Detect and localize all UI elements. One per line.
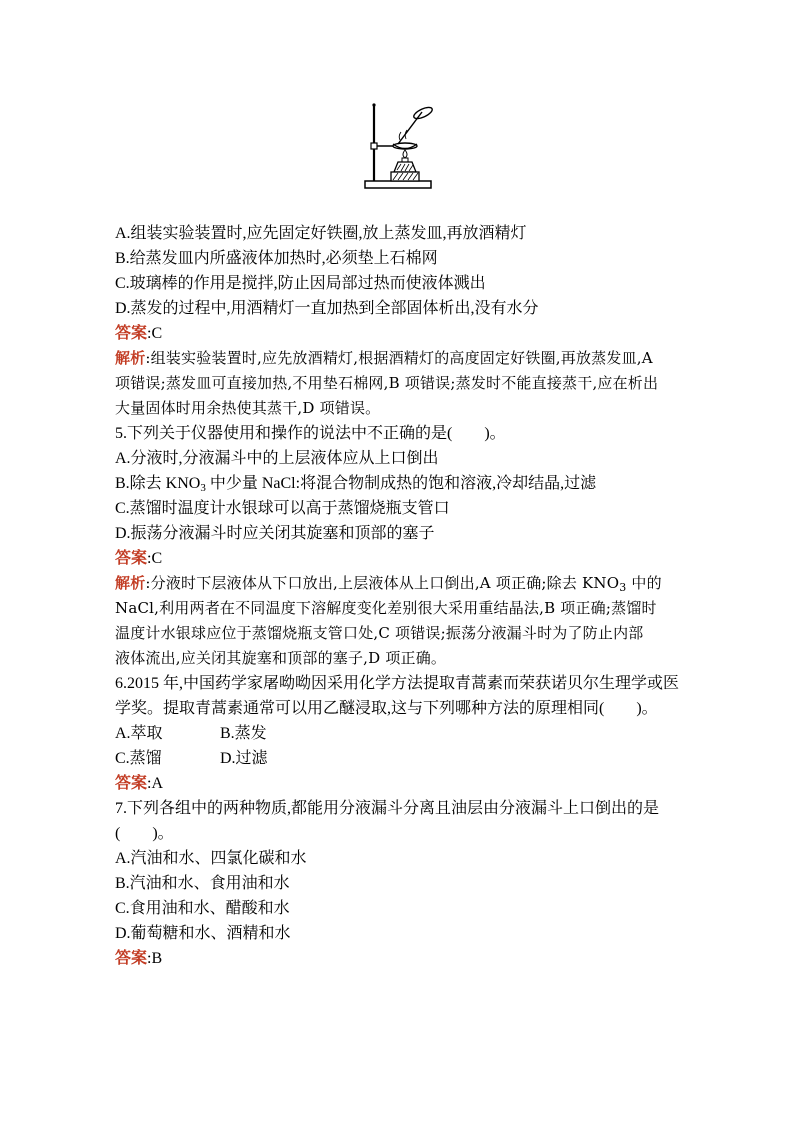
answer-value: :B <box>147 950 163 967</box>
analysis-label: 解析 <box>115 349 146 367</box>
answer-label: 答案 <box>115 550 148 567</box>
rod-top <box>372 103 375 106</box>
answer-value: :A <box>147 775 164 792</box>
q5-analysis-line: NaCl,利用两者在不同温度下溶解度变化差别很大采用重结晶法,B 项正确;蒸馏时 <box>115 599 657 617</box>
rod-loop <box>412 105 434 121</box>
subscript: 3 <box>619 581 627 594</box>
q6-option-c: C.蒸馏 <box>115 750 162 767</box>
q5-option-a: A.分液时,分液漏斗中的上层液体应从上口倒出 <box>115 450 439 467</box>
q7-stem: 7.下列各组中的两种物质,都能用分液漏斗分离且油层由分液漏斗上口倒出的是 <box>115 800 660 817</box>
q4-analysis-line: 大量固体时用余热使其蒸干,D 项错误。 <box>115 399 381 417</box>
q4-option-a: A.组装实验装置时,应先固定好铁圈,放上蒸发皿,再放酒精灯 <box>115 225 527 242</box>
q6-option-d: D.过滤 <box>220 750 268 767</box>
option-text: 中少量 NaCl:将混合物制成热的饱和溶液,冷却结晶,过滤 <box>205 475 597 492</box>
q4-option-b: B.给蒸发皿内所盛液体加热时,必须垫上石棉网 <box>115 250 438 267</box>
vapor <box>399 130 407 140</box>
answer-value: :C <box>147 325 163 342</box>
q6-stem: 6.2015 年,中国药学家屠呦呦因采用化学方法提取青蒿素而荣获诺贝尔生理学或医 <box>115 675 680 692</box>
q7-answer <box>115 946 715 971</box>
q6-answer <box>115 771 715 796</box>
q5-option-d: D.振荡分液漏斗时应关闭其旋塞和顶部的塞子 <box>115 525 435 542</box>
analysis-text: :组装实验装置时,应先放酒精灯,根据酒精灯的高度固定好铁圈,再放蒸发皿,A <box>145 349 653 367</box>
q6-option-b: B.蒸发 <box>220 725 267 742</box>
q4-analysis-line <box>115 346 715 371</box>
flame <box>403 150 407 158</box>
answer-value: :C <box>147 550 163 567</box>
q5-answer <box>115 546 715 571</box>
q5-analysis-line: 液体流出,应关闭其旋塞和顶部的塞子,D 项正确。 <box>115 649 447 667</box>
answer-label: 答案 <box>115 950 148 967</box>
analysis-label: 解析 <box>115 574 146 592</box>
glass-rod <box>398 112 422 144</box>
q6-stem: 学奖。提取青蒿素通常可以用乙醚浸取,这与下列哪种方法的原理相同( )。 <box>115 700 658 717</box>
question-content <box>115 221 715 971</box>
q4-answer <box>115 321 715 346</box>
q7-option-b: B.汽油和水、食用油和水 <box>115 875 290 892</box>
answer-label: 答案 <box>115 775 148 792</box>
q4-option-d: D.蒸发的过程中,用酒精灯一直加热到全部固体析出,没有水分 <box>115 300 539 317</box>
analysis-text: 中的 <box>626 574 662 592</box>
option-text: B.除去 KNO <box>115 475 201 492</box>
q7-option-d: D.葡萄糖和水、酒精和水 <box>115 925 291 942</box>
q5-stem: 5.下列关于仪器使用和操作的说法中不正确的是( )。 <box>115 425 506 442</box>
subscript: 3 <box>200 482 206 494</box>
q5-analysis-line: 温度计水银球应位于蒸馏烧瓶支管口处,C 项错误;振荡分液漏斗时为了防止内部 <box>115 624 644 642</box>
q5-option-b <box>115 471 715 496</box>
q4-option-c: C.玻璃棒的作用是搅拌,防止因局部过热而使液体溅出 <box>115 275 486 292</box>
q7-option-a: A.汽油和水、四氯化碳和水 <box>115 850 307 867</box>
q6-options-row <box>115 746 715 771</box>
q5-analysis-line <box>115 571 715 596</box>
answer-label: 答案 <box>115 325 148 342</box>
q6-options-row <box>115 721 715 746</box>
q7-stem: ( )。 <box>115 825 174 842</box>
evaporation-apparatus-icon <box>360 100 440 192</box>
clamp <box>371 143 377 149</box>
q7-option-c: C.食用油和水、醋酸和水 <box>115 900 290 917</box>
apparatus-drawing <box>360 100 440 192</box>
q4-analysis-line: 项错误;蒸发皿可直接加热,不用垫石棉网,B 项错误;蒸发时不能直接蒸干,应在析出 <box>115 374 659 392</box>
stand-base <box>365 181 431 188</box>
q5-option-c: C.蒸馏时温度计水银球可以高于蒸馏烧瓶支管口 <box>115 500 450 517</box>
q6-option-a: A.萃取 <box>115 725 163 742</box>
analysis-text: :分液时下层液体从下口放出,上层液体从上口倒出,A 项正确;除去 KNO <box>145 574 620 592</box>
